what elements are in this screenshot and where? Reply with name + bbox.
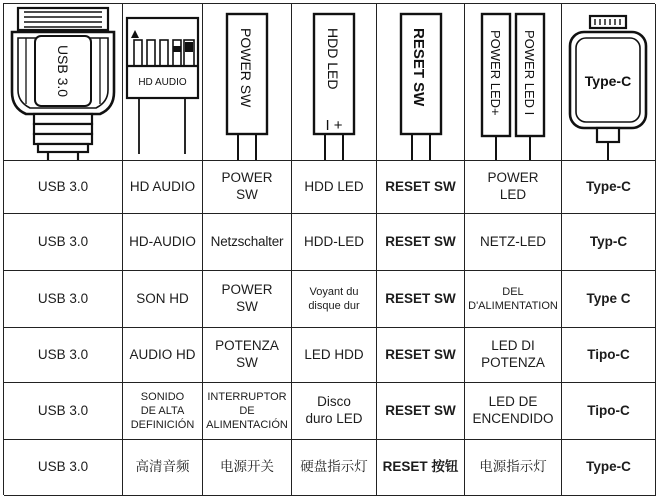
row4-power-sw: POTENZA SW	[203, 328, 292, 383]
row1-type-c: Type-C	[562, 161, 656, 214]
hd-audio-connector-drawing	[123, 4, 203, 161]
hdd-led-connector-drawing	[292, 4, 377, 161]
row4-hd-audio: AUDIO HD	[123, 328, 203, 383]
row5-power-sw: INTERRUPTOR DE ALIMENTACIÓN	[203, 383, 292, 440]
row1-hdd-led: HDD LED	[292, 161, 377, 214]
type-c-connector-label: Type-C	[584, 73, 632, 89]
row5-hdd-led: Disco duro LED	[292, 383, 377, 440]
row1-reset-sw: RESET SW	[377, 161, 465, 214]
row4-type-c: Tipo-C	[562, 328, 656, 383]
power-led-plus-label: POWER LED+	[488, 30, 503, 116]
power-sw-connector-label: POWER SW	[238, 28, 254, 108]
usb3-connector-drawing	[4, 4, 123, 161]
row6-hdd-led: 硬盘指示灯	[292, 440, 377, 496]
row3-usb3: USB 3.0	[4, 271, 123, 328]
row1-usb3: USB 3.0	[4, 161, 123, 214]
hdd-led-polarity-label: I +	[325, 117, 343, 134]
row4-power-led: LED DI POTENZA	[465, 328, 562, 383]
row5-type-c: Tipo-C	[562, 383, 656, 440]
power-led-connector-drawing	[465, 4, 562, 161]
row3-power-led: DEL D'ALIMENTATION	[465, 271, 562, 328]
row2-hd-audio: HD-AUDIO	[123, 214, 203, 271]
row1-power-led: POWER LED	[465, 161, 562, 214]
row2-reset-sw: RESET SW	[377, 214, 465, 271]
hd-audio-connector-label: HD AUDIO	[138, 77, 187, 88]
row2-type-c: Typ-C	[562, 214, 656, 271]
row6-reset-sw: RESET 按钮	[377, 440, 465, 496]
row4-reset-sw: RESET SW	[377, 328, 465, 383]
row6-power-sw: 电源开关	[203, 440, 292, 496]
row3-power-sw: POWER SW	[203, 271, 292, 328]
row3-reset-sw: RESET SW	[377, 271, 465, 328]
row1-hd-audio: HD AUDIO	[123, 161, 203, 214]
row5-hd-audio: SONIDO DE ALTA DEFINICIÓN	[123, 383, 203, 440]
connector-table	[3, 3, 655, 495]
row3-type-c: Type C	[562, 271, 656, 328]
row5-usb3: USB 3.0	[4, 383, 123, 440]
row6-power-led: 电源指示灯	[465, 440, 562, 496]
row6-type-c: Type-C	[562, 440, 656, 496]
reset-sw-connector-label: RESET SW	[410, 28, 427, 107]
row5-power-led: LED DE ENCENDIDO	[465, 383, 562, 440]
row2-hdd-led: HDD-LED	[292, 214, 377, 271]
row2-power-sw: Netzschalter	[203, 214, 292, 271]
row6-hd-audio: 高清音频	[123, 440, 203, 496]
row6-usb3: USB 3.0	[4, 440, 123, 496]
row3-hd-audio: SON HD	[123, 271, 203, 328]
row4-hdd-led: LED HDD	[292, 328, 377, 383]
type-c-connector-drawing	[562, 4, 656, 161]
power-led-minus-label: POWER LED I	[522, 30, 537, 116]
row2-usb3: USB 3.0	[4, 214, 123, 271]
row2-power-led: NETZ-LED	[465, 214, 562, 271]
usb3-connector-label: USB 3.0	[55, 44, 71, 98]
power-sw-connector-drawing	[203, 4, 292, 161]
hdd-led-connector-label: HDD LED	[325, 28, 341, 90]
row5-reset-sw: RESET SW	[377, 383, 465, 440]
row3-hdd-led: Voyant du disque dur	[292, 271, 377, 328]
reset-sw-connector-drawing	[377, 4, 465, 161]
row1-power-sw: POWER SW	[203, 161, 292, 214]
row4-usb3: USB 3.0	[4, 328, 123, 383]
